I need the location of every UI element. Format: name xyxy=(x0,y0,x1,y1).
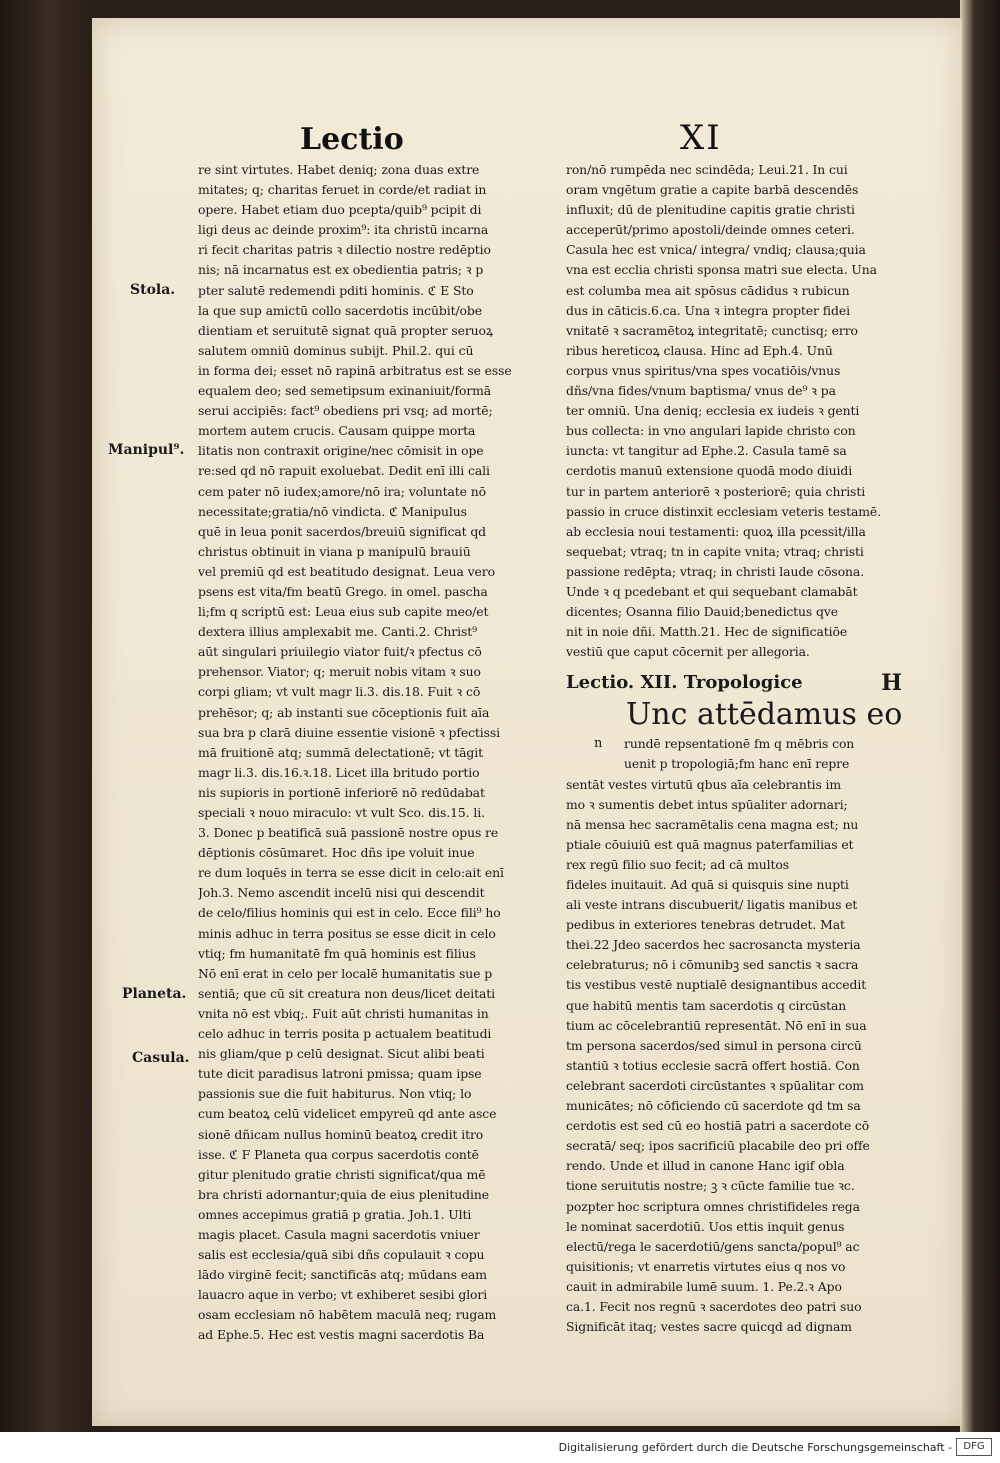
text-line: aūt singulari priuilegio viator fuit/ꝛ pfectus cō xyxy=(198,644,482,660)
small-initial-letter: n xyxy=(594,736,603,752)
text-line: prehēsor; q; ab instanti sue cōceptionis fuit aīa xyxy=(198,704,490,720)
text-line: speciali ꝛ nouo miraculo: vt vult Sco. dis.15. li. xyxy=(198,805,485,820)
footer-bar xyxy=(0,1432,1000,1463)
text-line: corpi gliam; vt vult magr li.3. dis.18. Fuit ꝛ cō xyxy=(198,684,481,700)
text-line: ca.1. Fecit nos regnū ꝛ sacerdotes deo patri suo xyxy=(566,1298,862,1314)
margin-note-stola: Stola. xyxy=(130,282,176,298)
text-line: omnes accepimus gratiā p gratia. Joh.1. Ulti xyxy=(198,1206,472,1222)
text-line: ter omniū. Una deniq; ecclesia ex iudeis ꝛ genti xyxy=(566,403,860,419)
text-line: municātes; nō cōficiendo cū sacerdote qd tm sa xyxy=(566,1098,861,1114)
text-line: vestiū que caput cōcernit per allegoria. xyxy=(566,644,810,660)
text-line: dicentes; Osanna filio Dauid;benedictus qve xyxy=(566,604,838,620)
text-line: gitur plenitudo gratie christi significat/qua mē xyxy=(198,1166,486,1182)
text-line: Casula hec est vnica/ integra/ vndiq; clausa;quia xyxy=(566,242,866,258)
text-line: salutem omniū dominus subijt. Phil.2. qui cū xyxy=(198,342,474,358)
text-line: lādo virginē fecit; sanctificās atq; mūdans eam xyxy=(198,1267,487,1283)
text-line: uenit p tropologiā;fm hanc enī repre xyxy=(624,756,850,772)
text-line: sentāt vestes virtutū qbus aīa celebrantis im xyxy=(566,776,842,792)
text-line: cem pater nō iudex;amore/nō ira; voluntate nō xyxy=(198,483,486,499)
text-line: bus collecta: in vno angulari lapide christo con xyxy=(566,423,856,439)
right-text-column xyxy=(566,160,902,1337)
text-line: Significāt itaq; vestes sacre quicqd ad dignam xyxy=(566,1319,852,1335)
text-line: nis gliam/que p celū designat. Sicut alibi beati xyxy=(198,1046,485,1062)
text-line: nis; nā incarnatus est ex obedientia patris; ꝛ p xyxy=(198,262,484,278)
text-line: tute dicit paradisus latroni pmissa; quam ipse xyxy=(198,1066,482,1082)
initial-capital: H xyxy=(881,670,902,697)
text-line: le nominat sacerdotiū. Uos ettis inquit genus xyxy=(566,1218,845,1234)
text-line: ribus hereticoꝝ clausa. Hinc ad Eph.4. Unū xyxy=(566,342,833,358)
text-line: tione seruitutis nostre; ꝫ ꝛ cūcte familie tue ꝛc. xyxy=(566,1178,855,1194)
text-line: nis supioris in portionē inferiorē nō redūdabat xyxy=(198,784,485,800)
text-line: cerdotis manuū extensione quodā modo diuidi xyxy=(566,463,853,479)
text-line: que habitū mentis tam sacerdotis q circūstan xyxy=(566,997,847,1013)
text-line: Unde ꝛ q pcedebant et qui sequebant clamabāt xyxy=(566,583,858,599)
text-line: nā mensa hec sacramētalis cena magna est; nu xyxy=(566,816,859,832)
text-line: opere. Habet etiam duo pcepta/quib⁹ pcipit di xyxy=(198,202,482,218)
text-line: de celo/filius hominis qui est in celo. Ecce fili⁹ ho xyxy=(198,905,501,921)
text-line: sentiā; que cū sit creatura non deus/licet deitati xyxy=(198,985,495,1001)
text-line: tium ac cōcelebrantiū representāt. Nō enī in sua xyxy=(566,1017,867,1033)
text-line: dextera illius amplexabit me. Canti.2. Christ⁹ xyxy=(198,624,477,640)
text-line: necessitate;gratia/nō vindicta. ℭ Manipulus xyxy=(198,503,467,519)
text-line: ali veste intrans discubuerit/ ligatis manibus et xyxy=(566,897,858,913)
text-line: serui accipiēs: fact⁹ obediens pri vsq; ad mortē; xyxy=(198,403,493,419)
text-line: ptiale cōuiuiū est quā magnus paterfamilias et xyxy=(566,836,854,852)
text-line: quē in leua ponit sacerdos/breuiū significat qd xyxy=(198,523,486,539)
text-line: oram vngētum gratie a capite barbā descendēs xyxy=(566,182,859,198)
text-line: minis adhuc in terra positus se esse dicit in celo xyxy=(198,925,496,941)
text-line: re sint virtutes. Habet deniq; zona duas extre xyxy=(198,162,480,177)
text-line: sionē dñicam nullus hominū beatoꝝ credit itro xyxy=(198,1126,484,1142)
text-line: celebrant sacerdoti circūstantes ꝛ spūalitar com xyxy=(566,1077,864,1093)
text-line: nit in noie dñi. Matth.21. Hec de significatiōe xyxy=(566,624,848,640)
right-column-bottom-block xyxy=(566,734,902,1337)
text-line: stantiū ꝛ totius ecclesie sacrā offert hostiā. Con xyxy=(566,1057,860,1073)
text-line: vnita nō est vbiq;. Fuit aūt christi humanitas in xyxy=(198,1005,489,1021)
margin-note-casula: Casula. xyxy=(132,1050,190,1066)
text-line: vna est ecclia christi sponsa matri sue electa. Una xyxy=(566,262,877,278)
running-header-right: XI xyxy=(680,118,722,158)
text-line: ad Ephe.5. Hec est vestis magni sacerdotis Ba xyxy=(198,1327,485,1343)
initial-phrase: Unc attēdamus eo xyxy=(626,697,903,733)
text-line: celebraturus; nō i cōmunibꝫ sed sanctis ꝛ sacra xyxy=(566,957,859,973)
text-line: electū/rega le sacerdotiū/gens sancta/popul⁹ ac xyxy=(566,1238,860,1254)
text-line: pter salutē redemendi pditi hominis. ℭ E Sto xyxy=(198,282,474,298)
text-line: christus obtinuit in viana p manipulū brauiū xyxy=(198,543,471,559)
text-line: magis placet. Casula magni sacerdotis vniuer xyxy=(198,1226,480,1242)
text-line: cerdotis est sed cū eo hostiā patri a sacerdote cō xyxy=(566,1118,870,1134)
text-line: celo adhuc in terris posita p actualem beatitudi xyxy=(198,1026,492,1042)
text-line: tur in partem anteriorē ꝛ posteriorē; quia christi xyxy=(566,483,866,499)
text-line: mortem autem crucis. Causam quippe morta xyxy=(198,423,476,439)
text-line: secratā/ seq; ipos sacrificiū placabile deo pri offe xyxy=(566,1138,870,1154)
text-line: Nō enī erat in celo per localē humanitatis sue p xyxy=(198,965,493,981)
dfg-logo: DFG xyxy=(956,1438,992,1456)
text-line: est columba mea ait spōsus cādidus ꝛ rubicun xyxy=(566,282,850,298)
text-line: pozpter hoc scriptura omnes christifideles rega xyxy=(566,1198,860,1214)
text-line: sequebat; vtraq; tn in capite vnita; vtraq; christi xyxy=(566,543,864,559)
text-line: litatis non contraxit origine/nec cōmisit in ope xyxy=(198,443,484,459)
text-line: sua bra p clarā diuine essentie visionē ꝛ pfectissi xyxy=(198,724,501,740)
text-line: acceperūt/primo apostoli/deinde omnes ceteri. xyxy=(566,222,855,238)
text-line: equalem deo; sed semetipsum exinaniuit/formā xyxy=(198,383,492,399)
text-line: mā fruitionē atq; summā delectationē; vt tāgit xyxy=(198,744,484,760)
book-edge-right xyxy=(960,0,1000,1432)
text-line: magr li.3. dis.16.ꝛ.18. Licet illa britudo portio xyxy=(198,764,480,780)
text-line: prehensor. Viator; q; meruit nobis vitam ꝛ suo xyxy=(198,664,481,680)
text-line: tis vestibus vestē nuptialē designantibus accedit xyxy=(566,977,867,993)
text-line: rex regū filio suo fecit; ad cā multos xyxy=(566,856,790,872)
right-column-top-block xyxy=(566,160,902,662)
book-edge-left xyxy=(0,0,90,1432)
text-line: mitates; q; charitas feruet in corde/et radiat in xyxy=(198,182,487,198)
text-line: vtiq; fm humanitatē fm quā hominis est filius xyxy=(198,945,476,961)
section-heading-text: Lectio. XII. Tropologice xyxy=(566,672,803,694)
text-line: influxit; dū de plenitudine capitis gratie christi xyxy=(566,202,855,218)
left-text-column xyxy=(198,160,538,1346)
text-line: ri fecit charitas patris ꝛ dilectio nostre redēptio xyxy=(198,242,491,258)
text-line: li;fm q scriptū est: Leua eius sub capite meo/et xyxy=(198,604,489,620)
text-line: psens est vita/fm beatū Grego. in omel. pascha xyxy=(198,583,488,599)
margin-note-manipulus: Manipul⁹. xyxy=(108,442,185,458)
text-line: dientiam et seruitutē signat quā propter seruoꝝ xyxy=(198,322,493,338)
text-line: fideles inuitauit. Ad quā si quisquis sine nupti xyxy=(566,877,849,892)
text-line: passio in cruce distinxit ecclesiam veteris testamē. xyxy=(566,503,881,519)
text-line: rundē repsentationē fm q mēbris con xyxy=(624,736,855,752)
text-line: salis est ecclesia/quā sibi dñs copulauit ꝛ copu xyxy=(198,1247,485,1263)
text-line: rendo. Unde et illud in canone Hanc igif obla xyxy=(566,1158,845,1174)
text-line: 3. Donec p beatificā suā passionē nostre opus re xyxy=(198,825,499,841)
running-header-left: Lectio xyxy=(300,122,404,157)
text-line: Joh.3. Nemo ascendit incelū nisi qui descendit xyxy=(198,885,485,901)
text-line: passione redēpta; vtraq; in christi laude cōsona. xyxy=(566,563,865,579)
text-line: osam ecclesiam nō habētem maculā neq; rugam xyxy=(198,1307,497,1323)
text-line: bra christi adornantur;quia de eius plenitudine xyxy=(198,1186,489,1202)
text-line: ron/nō rumpēda nec scindēda; Leui.21. In cui xyxy=(566,162,848,177)
text-line: pedibus in exteriores tenebras detrudet. Mat xyxy=(566,917,845,933)
funding-notice: Digitalisierung gefördert durch die Deutsche Forschungsgemeinschaft - xyxy=(558,1441,952,1454)
text-line: dus in cāticis.6.ca. Una ꝛ integra propter fidei xyxy=(566,302,850,318)
text-line: iuncta: vt tangitur ad Ephe.2. Casula tamē sa xyxy=(566,443,847,459)
text-line: vel premiū qd est beatitudo designat. Leua vero xyxy=(198,563,495,579)
text-line: mo ꝛ sumentis debet intus spūaliter adornari; xyxy=(566,796,848,812)
text-line: corpus vnus spiritus/vna spes vocatiōis/vnus xyxy=(566,362,841,378)
text-line: la que sup amictū collo sacerdotis incūbit/obe xyxy=(198,302,482,318)
text-line: in forma dei; esset nō rapinā arbitratus est se esse xyxy=(198,362,512,378)
text-line: cum beatoꝝ celū videlicet empyreū qd ante asce xyxy=(198,1106,497,1122)
margin-note-planeta: Planeta. xyxy=(122,986,187,1002)
text-line: ligi deus ac deinde proxim⁹: ita christū incarna xyxy=(198,222,489,238)
text-line: tm persona sacerdos/sed simul in persona circū xyxy=(566,1037,862,1053)
text-line: cauit in admirabile lumē suum. 1. Pe.2.ꝛ Apo xyxy=(566,1278,842,1294)
text-line: re dum loquēs in terra se esse dicit in celo:ait enī xyxy=(198,865,504,881)
text-line: re:sed qd nō rapuit exoluebat. Dedit enī illi cali xyxy=(198,463,490,479)
right-column-bottom-wrap xyxy=(566,734,902,1337)
text-line: passionis sue die fuit habiturus. Non vtiq; lo xyxy=(198,1086,472,1102)
text-line: ab ecclesia noui testamenti: quoꝝ illa pcessit/illa xyxy=(566,523,866,539)
section-heading xyxy=(566,670,902,696)
text-line: quisitionis; vt enarretis virtutes eius q nos vo xyxy=(566,1258,846,1274)
text-line: lauacro aque in verbo; vt exhiberet sesibi glori xyxy=(198,1287,488,1303)
text-line: isse. ℭ F Planeta qua corpus sacerdotis contē xyxy=(198,1146,479,1162)
text-line: thei.22 Jdeo sacerdos hec sacrosancta mysteria xyxy=(566,937,861,953)
text-line: dēptionis cōsūmaret. Hoc dñs ipe voluit inue xyxy=(198,845,475,861)
text-line: vnitatē ꝛ sacramētoꝝ integritatē; cunctisq; erro xyxy=(566,322,858,338)
text-line: dñs/vna fides/vnum baptisma/ vnus de⁹ ꝛ pa xyxy=(566,383,836,399)
